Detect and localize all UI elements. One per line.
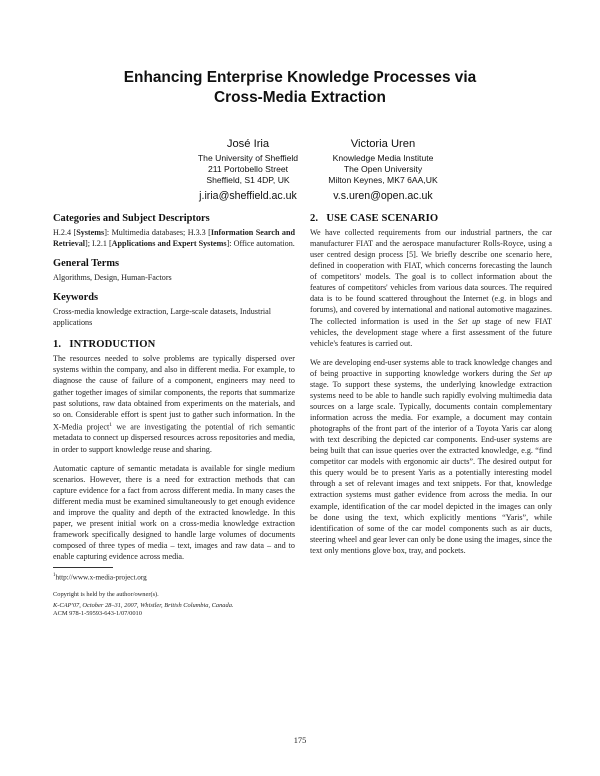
footnote-link[interactable]: http://www.x-media-project.org	[55, 573, 147, 582]
general-terms-text: Algorithms, Design, Human-Factors	[53, 273, 172, 283]
author-email: v.s.uren@open.ac.uk	[333, 189, 433, 202]
author-block-2	[296, 137, 470, 203]
right-column	[310, 212, 552, 556]
author-affiliation-line: The University of Sheffield	[197, 153, 299, 163]
author-affiliation-line: Milton Keynes, MK7 6AA,UK	[328, 175, 438, 186]
left-column	[53, 212, 295, 618]
footnote: $^1$http://www.x-media-project.org	[53, 573, 147, 582]
categories-text: H.2.4 [Systems]: Multimedia databases; H.3.3 [Information Search and Retrieval]; I.2.1 [Applications and Expert Systems]: Office automation.	[53, 228, 296, 249]
use-case-paragraph-2: We are developing end-user systems able to track knowledge changes and of being proactive in supporting knowledge workers during the Set up stage. To support these systems, the underlying knowledge extraction systems need to be able to handle such rapidly evolving multimedia data sources on a large scale. Typically, documents contain complementary information across the media. For example, a document may contain photographs of the front part of the interior of a Toyota Yaris car along with text describing the depicted car components. End-user systems are being built that can issue queries over the extracted knowledge, e.g. “find competitor car models with ergonomic air ducts”. The desired output for this query would be to present Yaris as a potentially interesting model through a set of relevant images and text snippets. For that, knowledge extraction systems must gather evidence from across the media. In our example, identification of the car model depicted in the images can only be done using the text, which explicitly mentions “Yaris”, while identification of some of the car model components such as air ducts, steering wheel and gear lever can only be done using the images, since the text only mentions glove box, tray, and pockets.	[310, 357, 552, 555]
introduction-paragraph-1: The resources needed to solve problems are typically dispersed over systems within the company, and also in different media. For example, to diagnose the cause of failure of a component, engineers may need to gather together images of similar components, the reports that summarize past solutions, raw data obtained from experiments on the materials, and so on. Considerable effort is spent just to gather such information. In the X-Media project$^1$ we are investigating the potential of rich semantic metadata to connect up dispersed resources across repositories and media, in order to support knowledge reuse and sharing.	[53, 354, 296, 454]
author-affiliation-line: Knowledge Media Institute	[332, 153, 434, 163]
use-case-heading: 2. USE CASE SCENARIO	[310, 213, 439, 224]
author-affiliation-line: 211 Portobello Street	[207, 164, 289, 175]
footnote-rule	[53, 567, 113, 568]
author-name: Victoria Uren	[350, 138, 416, 150]
keywords-text: Cross-media knowledge extraction, Large-scale datasets, Industrial applications	[53, 307, 272, 328]
categories-heading: Categories and Subject Descriptors	[53, 213, 210, 224]
paper-title-line-2: Cross-Media Extraction	[214, 89, 386, 106]
paper-title	[40, 68, 560, 108]
introduction-heading: 1. INTRODUCTION	[53, 339, 156, 351]
paper-title-line-1: Enhancing Enterprise Knowledge Processes via	[123, 69, 477, 86]
use-case-paragraph-1: We have collected requirements from our industrial partners, the car manufacturer FIAT and the aerospace manufacturer Rolls-Royce, using a user centred design process [5]. We briefly describe one scenario here, defined in cooperation with FIAT, which concerns forecasting the launch of competitors' models. The goal is to collect information about the features of competitors' vehicles from various data sources. The required data is to be found scattered throughout the Internet (e.g. in blogs and forums), and covered by international and national automotive magazines. The collected information is used in the Set up stage of new FIAT vehicles, the development stage where a first assessment of the future vehicle's features is carried out.	[310, 228, 552, 348]
author-name: José Iria	[226, 138, 270, 150]
author-affiliation-line: The Open University	[343, 164, 423, 175]
introduction-paragraph-2: Automatic capture of semantic metadata is available for single medium scenarios. However, there is a need for extraction methods that can capture evidence for a fact from across different media. In many cases the different media must be examined simultaneously to get enough evidence and improve the quality and depth of the extracted knowledge. In this paper, we present initial work on a cross-media knowledge extraction framework specifically designed to handle large volumes of documents composed of three types of media – text, images and raw data – and to enable capturing evidence across media.	[53, 463, 295, 562]
page-number: 175	[293, 736, 307, 745]
author-email: j.iria@sheffield.ac.uk	[199, 189, 297, 202]
keywords-heading: Keywords	[53, 292, 99, 304]
author-affiliation-line: Sheffield, S1 4DP, UK	[206, 175, 290, 186]
general-terms-heading: General Terms	[53, 258, 120, 270]
copyright-notice: Copyright is held by the author/owner(s). K-CAP'07, October 28–31, 2007, Whistler, British Columbia, Canada. ACM 978-1-59593-643-1/07/0010	[53, 590, 234, 617]
